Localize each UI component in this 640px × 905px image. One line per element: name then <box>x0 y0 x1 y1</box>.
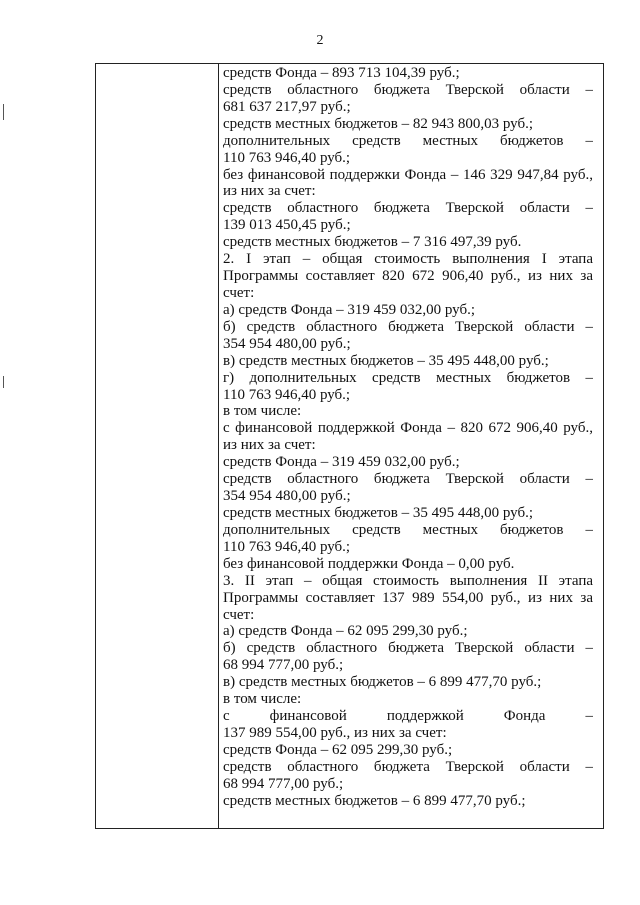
text-line: средств Фонда – 893 713 104,39 руб.; <box>223 65 460 81</box>
margin-mark-top <box>3 104 4 120</box>
text-line: 68 994 777,00 руб.; <box>223 775 344 792</box>
text-line: из них за счет: <box>223 437 316 454</box>
text-line: средств местных бюджетов – 7 316 497,39 руб. <box>223 234 522 251</box>
text-line: дополнительных средств местных бюджетов – <box>223 521 593 538</box>
text-line: из них за счет: <box>223 183 316 200</box>
text-line: без финансовой поддержки Фонда – 146 329 947,84 руб., <box>223 166 593 183</box>
text-line: счет: <box>223 284 255 301</box>
text-line: средств местных бюджетов – 82 943 800,03 руб.; <box>223 115 534 132</box>
text-line: без финансовой поддержки Фонда – 0,00 руб. <box>223 555 515 572</box>
text-line: средств местных бюджетов – 35 495 448,00 руб.; <box>223 504 534 521</box>
margin-mark-bottom <box>3 376 4 388</box>
text-line: 137 989 554,00 руб., из них за счет: <box>223 724 447 741</box>
text-line: 110 763 946,40 руб.; <box>223 538 351 555</box>
text-line: Программы составляет 137 989 554,00 руб., из них за <box>223 589 593 606</box>
text-line: г) дополнительных средств местных бюджетов – <box>223 369 593 386</box>
text-line: Программы составляет 820 672 906,40 руб., из них за <box>223 268 593 285</box>
text-line: б) средств областного бюджета Тверской области – <box>223 640 593 657</box>
funding-table <box>95 63 604 829</box>
table-right-column <box>223 65 593 810</box>
text-line: 139 013 450,45 руб.; <box>223 217 351 234</box>
text-line: в) средств местных бюджетов – 35 495 448,00 руб.; <box>223 352 549 369</box>
text-line: 110 763 946,40 руб.; <box>223 149 351 166</box>
text-line: 354 954 480,00 руб.; <box>223 488 351 505</box>
page-number: 2 <box>316 33 324 48</box>
text-line: средств областного бюджета Тверской области – <box>223 758 593 775</box>
text-line: а) средств Фонда – 62 095 299,30 руб.; <box>223 623 468 640</box>
text-line: в том числе: <box>223 691 302 708</box>
text-line: б) средств областного бюджета Тверской области – <box>223 318 593 335</box>
text-line: а) средств Фонда – 319 459 032,00 руб.; <box>223 301 476 318</box>
text-line: 110 763 946,40 руб.; <box>223 386 351 403</box>
text-line: средств Фонда – 62 095 299,30 руб.; <box>223 741 453 758</box>
text-line: 68 994 777,00 руб.; <box>223 657 344 674</box>
text-line: счет: <box>223 606 255 623</box>
text-line: средств местных бюджетов – 6 899 477,70 руб.; <box>223 792 526 809</box>
text-line: в том числе: <box>223 403 302 420</box>
text-line: 354 954 480,00 руб.; <box>223 335 351 352</box>
text-line: 3. II этап – общая стоимость выполнения II этапа <box>223 572 593 589</box>
text-line: средств областного бюджета Тверской области – <box>223 200 593 217</box>
text-line: дополнительных средств местных бюджетов – <box>223 132 593 149</box>
text-line: с финансовой поддержкой Фонда – 820 672 906,40 руб., <box>223 420 593 437</box>
text-line: в) средств местных бюджетов – 6 899 477,70 руб.; <box>223 674 542 691</box>
text-line: с финансовой поддержкой Фонда – <box>223 708 593 725</box>
text-line: средств областного бюджета Тверской области – <box>223 471 593 488</box>
text-line: средств областного бюджета Тверской области – <box>223 81 593 98</box>
text-line: 2. I этап – общая стоимость выполнения I этапа <box>223 251 593 268</box>
text-line: средств Фонда – 319 459 032,00 руб.; <box>223 454 460 471</box>
table-left-column <box>96 64 219 828</box>
text-line: 681 637 217,97 руб.; <box>223 98 351 115</box>
